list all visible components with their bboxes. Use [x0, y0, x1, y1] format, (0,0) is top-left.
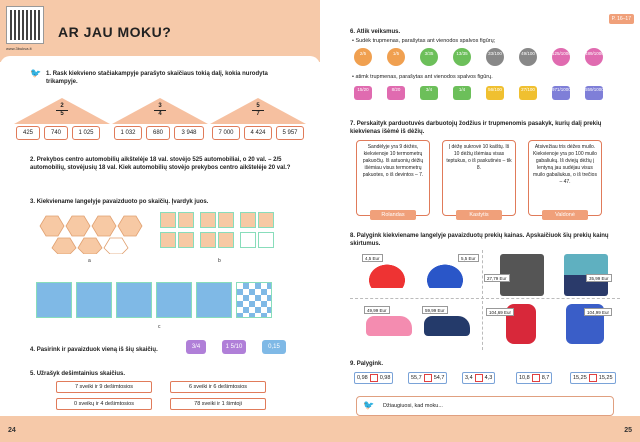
- reflection-box[interactable]: [356, 396, 614, 416]
- rects-row: [354, 86, 624, 102]
- decimal-item: 78 sveiki ir 1 šimtoji: [170, 398, 266, 410]
- compare-pair[interactable]: 0,98 0,98: [354, 372, 393, 384]
- q3-text: 3. Kiekviename langelyje pavaizduoto po skaičių. Įvardyk juos.: [30, 199, 209, 205]
- fraction-rect: 1/4: [453, 86, 471, 100]
- number-box: 4 424: [244, 126, 272, 140]
- hexagon-group-a: [36, 214, 146, 254]
- navy-sneaker-image: [424, 316, 470, 336]
- fraction-2: $\frac{3}{4}$: [154, 103, 166, 118]
- decimal-item: 7 sveiki ir 9 dešimtosios: [56, 381, 152, 393]
- decimal-item: 6 sveiki ir 6 dešimtosios: [170, 381, 266, 393]
- square-group-b: [160, 212, 280, 250]
- price-tag: 49,99 Eur: [364, 306, 390, 314]
- fraction-3: $\frac{5}{7}$: [252, 103, 264, 118]
- fraction-circle: 33/100: [486, 48, 504, 66]
- compare-slot[interactable]: [475, 374, 483, 382]
- name-label-1: Rolandas: [370, 210, 416, 220]
- name-label-2: Kastytis: [456, 210, 502, 220]
- q7-text: 7. Perskaityk parduotuvės darbuotojų žodžius ir trupmenomis pasakyk, kurių dalį prekių kiekvienas išėmė iš dėžių.: [350, 121, 602, 135]
- fraction-circle: 2/5: [354, 48, 372, 66]
- page-title: AR JAU MOKU?: [58, 24, 172, 40]
- divider-horizontal: [350, 298, 620, 299]
- fraction-circle: 489/1000: [585, 48, 603, 66]
- fraction-rect: 971/1000: [552, 86, 570, 100]
- number-box: 1 032: [114, 126, 142, 140]
- fraction-rect: 3/4: [420, 86, 438, 100]
- divider-vertical: [482, 250, 483, 350]
- number-box: 3 948: [174, 126, 204, 140]
- price-tag: 59,99 Eur: [422, 306, 448, 314]
- fraction-rect: 559/1000: [585, 86, 603, 100]
- page-number: 24: [8, 427, 16, 434]
- price-tag: 5,5 Eur: [458, 254, 479, 262]
- fraction-circle: 3/35: [420, 48, 438, 66]
- q5-text: 5. Užrašyk dešimtainius skaičius.: [30, 371, 126, 377]
- label-a: a: [88, 258, 91, 264]
- option-tag[interactable]: 1 5/10: [222, 340, 246, 354]
- compare-row: [354, 372, 624, 386]
- price-tag: 104,69 Eur: [486, 308, 514, 316]
- story-box-3: Atsivežiau tris dėžes muilo. Kiekvienoje yra po 100 muilo gabaliukų. Iš dviejų dėžių į lentyną jau sudėjau visus muilo gabaliukus, o iš trečios – 47.: [528, 140, 602, 216]
- q1-text: 1. Rask kiekvieno stačiakampyje parašyto skaičiaus tokią dalį, kokia nurodyta trikampyje.: [46, 71, 268, 85]
- fraction-circle: 49/100: [519, 48, 537, 66]
- fraction-rect: 8/20: [387, 86, 405, 100]
- right-page: [320, 0, 640, 442]
- compare-slot[interactable]: [424, 374, 432, 382]
- q6-title: 6. Atlik veiksmus.: [350, 29, 401, 35]
- q6-sub1: • Sudėk trupmenas, parašytas ant vienodos spalvos figūrų;: [352, 38, 496, 44]
- q4-text: 4. Pasirink ir pavaizduok vieną iš šių skaičių.: [30, 347, 158, 353]
- compare-slot[interactable]: [370, 374, 378, 382]
- square-group-c: [36, 282, 296, 322]
- number-box: 7 000: [212, 126, 240, 140]
- reflection-text: Džiaugiuosi, kad moku...: [383, 403, 443, 409]
- bird-icon: 🐦: [363, 400, 375, 410]
- page-number: 25: [624, 427, 632, 434]
- compare-pair[interactable]: 10,8 8,7: [516, 372, 552, 384]
- price-tag: 4,5 Eur: [362, 254, 383, 262]
- circles-row: [354, 48, 624, 70]
- fraction-rect: 27/100: [519, 86, 537, 100]
- fraction-1: $\frac{2}{5}$: [56, 103, 68, 118]
- page-range-tag[interactable]: P. 16–17: [609, 14, 634, 24]
- story-box-1: Sandėlyje yra 9 dėžės, kiekvienoje 10 termometrų pakuočių. Iš astuonių dėžių išėmiau visus termometrų pakuotes, o iš devintos – 7.: [356, 140, 430, 216]
- label-c: c: [158, 324, 161, 330]
- number-box: 740: [44, 126, 68, 140]
- decimal-item: 0 sveikų ir 4 dešimtosios: [56, 398, 152, 410]
- qr-caption: www.3bukva.lt: [6, 46, 32, 51]
- compare-pair[interactable]: 15,25 15,25: [570, 372, 616, 384]
- red-cap-image: [366, 262, 408, 288]
- q8-text: 8. Palygink kiekviename langelyje pavaizduotų prekių kainas. Apskaičiuok šių prekių kainų skirtumus.: [350, 233, 609, 247]
- fraction-rect: 15/20: [354, 86, 372, 100]
- price-tag: 104,99 Eur: [584, 308, 612, 316]
- number-box: 1 025: [72, 126, 100, 140]
- price-tag: 35,99 Eur: [586, 274, 612, 282]
- story-box-2: Į dėžę sukrovė 10 kaištų. Iš 10 dėžių išėmiau visas teptukus, o iš paskutinės – tik 8.: [442, 140, 516, 216]
- fraction-circle: 1/5: [387, 48, 405, 66]
- fraction-circle: 125/1000: [552, 48, 570, 66]
- number-box: 680: [146, 126, 170, 140]
- compare-slot[interactable]: [589, 374, 597, 382]
- number-box: 5 957: [276, 126, 304, 140]
- number-box: 425: [16, 126, 40, 140]
- q9-text: 9. Palygink.: [350, 361, 384, 367]
- q6-sub2: • atimk trupmenas, parašytas ant vienodos spalvos figūrų.: [352, 74, 493, 80]
- compare-pair[interactable]: 3,4 4,3: [462, 372, 495, 384]
- fraction-rect: 56/100: [486, 86, 504, 100]
- label-b: b: [218, 258, 221, 264]
- footer-band: [0, 416, 320, 442]
- q2-text: 2. Prekybos centro automobilių aikštelėje 18 val. stovėjo 525 automobiliai, o 20 val. – 2/5 automobilių, stovėjusių 18 val. Kiek automobilių stovėjo prekybos centro aikštelėje 20 val.?: [30, 157, 291, 171]
- qr-code[interactable]: [6, 6, 44, 44]
- footer-band: [320, 416, 640, 442]
- option-tag[interactable]: 3/4: [186, 340, 206, 354]
- pink-sneaker-image: [366, 316, 412, 336]
- compare-pair[interactable]: 55,7 54,7: [408, 372, 447, 384]
- bird-icon: 🐦: [30, 68, 42, 78]
- option-tag[interactable]: 0,15: [262, 340, 286, 354]
- price-tag: 27,79 Eur: [484, 274, 510, 282]
- name-label-3: Valdonė: [542, 210, 588, 220]
- compare-slot[interactable]: [532, 374, 540, 382]
- fraction-circle: 13/35: [453, 48, 471, 66]
- blue-cap-image: [424, 262, 466, 288]
